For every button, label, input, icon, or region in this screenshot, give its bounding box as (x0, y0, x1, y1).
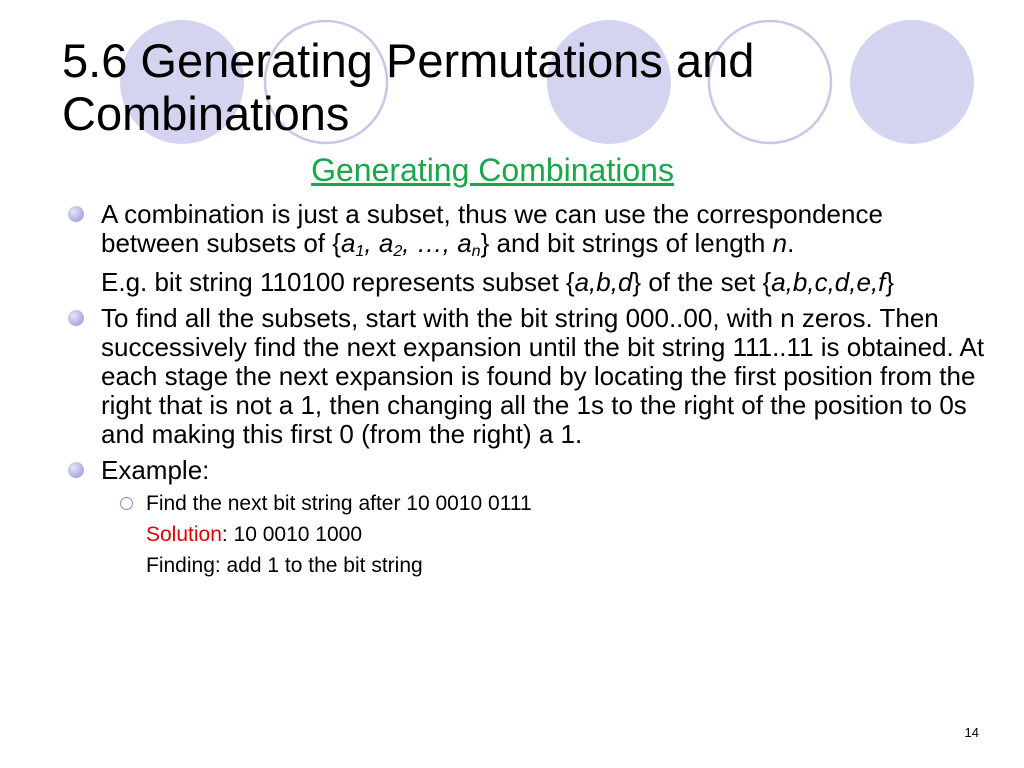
bullet-item: To find all the subsets, start with the bit string 000..00, with n zeros. Then successively find the next expansion until the bit string 111..11 is obtained. At each stage the next expansion is found by locating the first position from the right that is not a 1, then changing all the 1s to the right of the position to 0s and making this first 0 (from the right) a 1. (68, 304, 988, 449)
bullet-icon (68, 310, 84, 326)
slide-subtitle: Generating Combinations (311, 152, 674, 188)
bullet-item: Example: (68, 456, 988, 485)
solution-label: Solution (146, 523, 222, 546)
slide-content (68, 200, 988, 578)
slide-title: 5.6 Generating Permutations and Combinations (62, 34, 755, 140)
bullet-item: A combination is just a subset, thus we can use the correspondence between subsets of {$a_1$, $a_2$, …, $a_n$} and bit strings of length n. (68, 200, 988, 258)
bullet-icon (68, 206, 84, 222)
page-number: 14 (964, 725, 979, 740)
bullet-continuation: E.g. bit string 110100 represents subset {a,b,d} of the set {a,b,c,d,e,f} (101, 267, 895, 297)
bullet-icon (68, 462, 84, 478)
sub-bullet-item: Find the next bit string after 10 0010 0111 (68, 491, 988, 516)
sub-bullet-continuation: Finding: add 1 to the bit string (146, 554, 423, 577)
ring-bullet-icon (120, 497, 133, 510)
sub-bullet-continuation: Solution: 10 0010 1000 (146, 523, 363, 546)
